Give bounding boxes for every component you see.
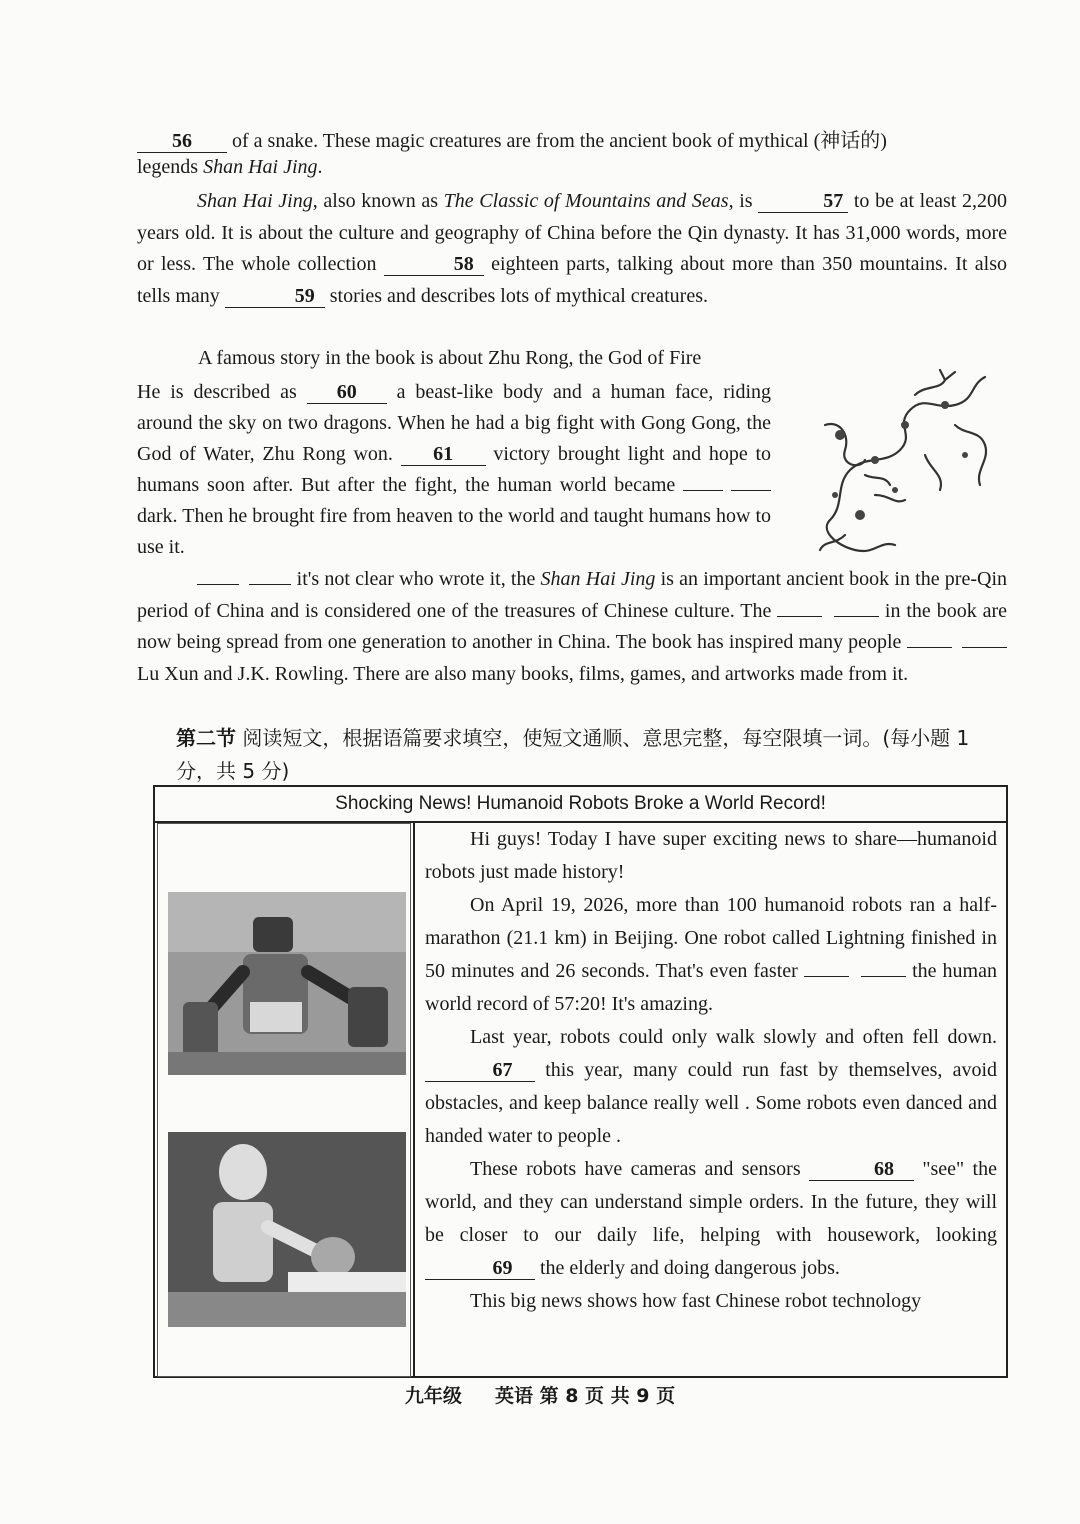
article-text: "see" the world, and they can understand simple orders. In the future, they will be closer to our daily life, helping with housework, looking	[425, 1158, 997, 1246]
passage-text: in the book are now being spread from one generation to another in China. The book has inspired many people	[137, 599, 1007, 653]
article-paragraph-1: Hi guys! Today I have super exciting news to share—humanoid robots just made history!	[425, 828, 997, 883]
section-2-instructions	[176, 722, 1006, 788]
blank-65a[interactable]	[907, 647, 952, 648]
article-text: the human world record of 57:20! It's amazing.	[425, 960, 997, 1015]
passage-text: He is described as	[137, 381, 307, 403]
footer-grade: 九年级	[404, 1385, 462, 1407]
blank-58[interactable]: 58	[384, 253, 484, 276]
blank-63a[interactable]	[197, 584, 239, 585]
article-text: this year, many could run fast by themselves, avoid obstacles, and keep balance really well . Some robots even danced and handed water to people .	[425, 1059, 997, 1147]
passage-text: dark. Then he brought fire from heaven to the world and taught humans how to use it.	[137, 505, 771, 558]
section-instructions: 阅读短文，根据语篇要求填空，使短文通顺、意思完整，每空限填一词。(每小题 1 分，共 5 分)	[176, 726, 970, 783]
blank-56[interactable]: 56	[137, 130, 227, 153]
book-title: Shan Hai Jing	[197, 190, 313, 212]
passage-paragraph-3	[137, 377, 771, 563]
article-body	[425, 823, 997, 1318]
blank-66a[interactable]	[804, 976, 849, 977]
dragon-illustration-icon	[805, 365, 1005, 570]
article-text: On April 19, 2026, more than 100 humanoid robots ran a half-marathon (21.1 km) in Beijing. One robot called Lightning finished in 50 minutes and 26 seconds. That's even faster	[425, 894, 997, 982]
passage-text: , also known as	[312, 190, 444, 212]
book-alt-title: The Classic of Mountains and Seas	[443, 190, 729, 212]
article-paragraph-4	[425, 1153, 997, 1285]
photo-column	[157, 823, 411, 1377]
blank-60[interactable]: 60	[307, 381, 387, 404]
blank-67[interactable]: 67	[425, 1059, 535, 1082]
passage-text: Lu Xun and J.K. Rowling. There are also many books, films, games, and artworks made from it.	[137, 662, 909, 685]
passage-paragraph-2	[137, 186, 1007, 312]
blank-68[interactable]: 68	[809, 1158, 914, 1181]
blank-62b[interactable]	[731, 490, 771, 491]
blank-59[interactable]: 59	[225, 285, 325, 308]
passage-paragraph-4	[137, 564, 1007, 690]
robot-serving-elderly-photo	[168, 1132, 406, 1327]
article-text: Last year, robots could only walk slowly and often fell down.	[470, 1026, 997, 1048]
passage-line-zhu-rong: A famous story in the book is about Zhu Rong, the God of Fire	[198, 347, 702, 369]
book-title: Shan Hai Jing	[203, 156, 318, 178]
blank-64a[interactable]	[777, 616, 822, 617]
running-robots-photo	[168, 892, 406, 1075]
passage-text: eighteen parts, talking about more than 350 mountains. It also tells many	[137, 253, 1007, 307]
robot-serving-elderly-photo-icon	[168, 1132, 406, 1327]
blank-66b[interactable]	[861, 976, 906, 977]
passage-text: it's not clear who wrote it, the	[296, 568, 541, 590]
blank-63b[interactable]	[249, 584, 291, 585]
passage-text: of a snake. These magic creatures are from the ancient book of mythical (神话的)	[232, 130, 887, 152]
passage-text: , is	[728, 190, 759, 212]
blank-64b[interactable]	[834, 616, 879, 617]
page-footer	[0, 1381, 1080, 1408]
passage-text: to be at least 2,200 years old. It is about the culture and geography of China before the Qin dynasty. It has 31,000 words, more or less. The whole collection	[137, 190, 1007, 275]
blank-65b[interactable]	[962, 647, 1007, 648]
article-table	[153, 785, 1008, 1378]
passage-text: legends	[137, 156, 204, 178]
blank-57[interactable]: 57	[758, 190, 848, 213]
article-paragraph-5: This big news shows how fast Chinese robot technology	[470, 1290, 922, 1312]
passage-text: victory brought light and hope to humans soon after. But after the fight, the human world became	[137, 443, 771, 496]
book-title: Shan Hai Jing	[540, 568, 656, 590]
running-robots-photo-icon	[168, 892, 406, 1075]
footer-page-number: 英语 第 8 页 共 9 页	[494, 1385, 676, 1407]
passage-line-2	[137, 156, 323, 179]
passage-line-1	[137, 124, 887, 153]
article-text: the elderly and doing dangerous jobs.	[535, 1257, 840, 1279]
section-label: 第二节	[176, 726, 236, 750]
column-divider	[413, 821, 415, 1376]
blank-62a[interactable]	[683, 490, 723, 491]
blank-61[interactable]: 61	[401, 443, 486, 466]
passage-text: stories and describes lots of mythical creatures.	[324, 284, 708, 307]
article-paragraph-2	[425, 889, 997, 1021]
passage-text: .	[317, 156, 323, 178]
article-title: Shocking News! Humanoid Robots Broke a World Record!	[155, 787, 1006, 823]
blank-69[interactable]: 69	[425, 1257, 535, 1280]
article-text: These robots have cameras and sensors	[470, 1158, 809, 1180]
passage-text: a beast-like body and a human face, riding around the sky on two dragons. When he had a big fight with Gong Gong, the God of Water, Zhu Rong won.	[137, 381, 772, 465]
passage-text: is an important ancient book in the pre-Qin period of China and is considered one of the treasures of Chinese culture. The	[137, 568, 1007, 622]
article-paragraph-3	[425, 1021, 997, 1153]
